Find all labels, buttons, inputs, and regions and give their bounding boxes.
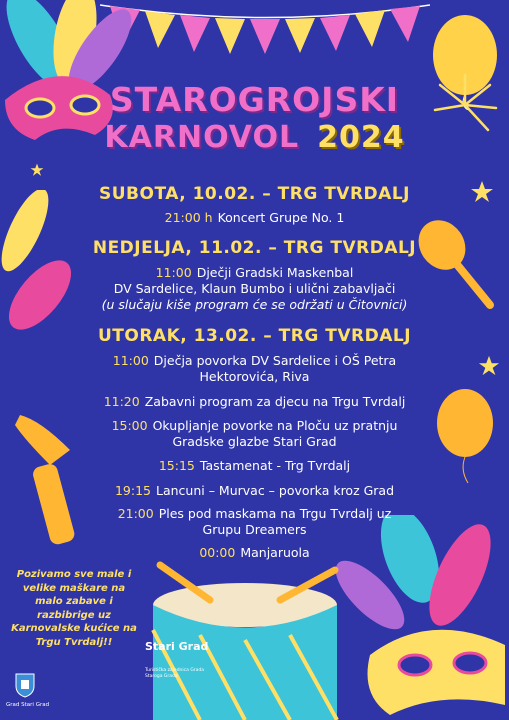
event-time: 00:00 (199, 545, 236, 560)
event-text: Manjaruola (240, 545, 310, 560)
day-heading-sunday: NEDJELJA, 11.02. – TRG TVRDALJ (92, 238, 417, 258)
poster-year: 2024 (317, 120, 405, 155)
event-text: Dječja povorka DV Sardelice i OŠ Petra (153, 353, 397, 368)
city-crest-logo (14, 672, 36, 698)
event-time: 11:00 (112, 353, 149, 368)
event-line (0, 210, 509, 226)
event-text: Zabavni program za djecu na Trgu Tvrdalj (144, 394, 406, 409)
event-time: 21:00 (117, 506, 154, 521)
event-extra: DV Sardelice, Klaun Bumbo i ulični zabavljači (113, 281, 396, 296)
event-time: 21:00 h (164, 210, 213, 225)
event-text: Lancuni – Murvac – povorka kroz Grad (156, 483, 395, 498)
event-time: 11:20 (103, 394, 140, 409)
day-heading-saturday: SUBOTA, 10.02. – TRG TVRDALJ (99, 184, 410, 204)
bunting-decoration (100, 0, 430, 55)
event-cont: Grupu Dreamers (202, 522, 307, 537)
event-time: 19:15 (114, 483, 151, 498)
event-line (0, 418, 509, 434)
event-line (0, 353, 509, 369)
event-time: 15:00 (111, 418, 148, 433)
event-time: 15:15 (158, 458, 195, 473)
event-line (0, 506, 509, 522)
day-heading-tuesday: UTORAK, 13.02. – TRG TVRDALJ (97, 326, 412, 346)
event-line (0, 394, 509, 410)
event-cont: Gradske glazbe Stari Grad (172, 434, 337, 449)
event-line (0, 545, 509, 561)
poster-title-word: KARNOVOL (104, 120, 300, 155)
event-text: Ples pod maskama na Trgu Tvrdalj uz (158, 506, 392, 521)
invite-text: Pozivamo sve male i velike maškare na malo zabave i razbibrige uz Karnovalske kućice na Trgu Tvrdalj!! (11, 569, 137, 648)
tourist-board-label: Turistička zajednica Grada Staroga Grada (145, 668, 205, 679)
poster-title-line2 (0, 120, 509, 155)
event-line (0, 265, 509, 281)
event-text: Tastamenat - Trg Tvrdalj (199, 458, 351, 473)
poster-title-line1: STAROGROJSKI (109, 80, 400, 119)
event-cont: Hektorovića, Riva (199, 369, 310, 384)
city-label: Grad Stari Grad (6, 702, 50, 708)
event-line (0, 483, 509, 499)
event-text: Okupljanje povorke na Ploču uz pratnju (152, 418, 398, 433)
event-text: Koncert Grupe No. 1 (217, 210, 345, 225)
event-note: (u slučaju kiše program će se održati u Čitovnici) (101, 297, 408, 312)
event-line (0, 458, 509, 474)
star-icon (30, 163, 44, 177)
event-text: Dječji Gradski Maskenbal (196, 265, 354, 280)
stari-grad-brand: Stari Grad (145, 640, 209, 653)
event-time: 11:00 (155, 265, 192, 280)
